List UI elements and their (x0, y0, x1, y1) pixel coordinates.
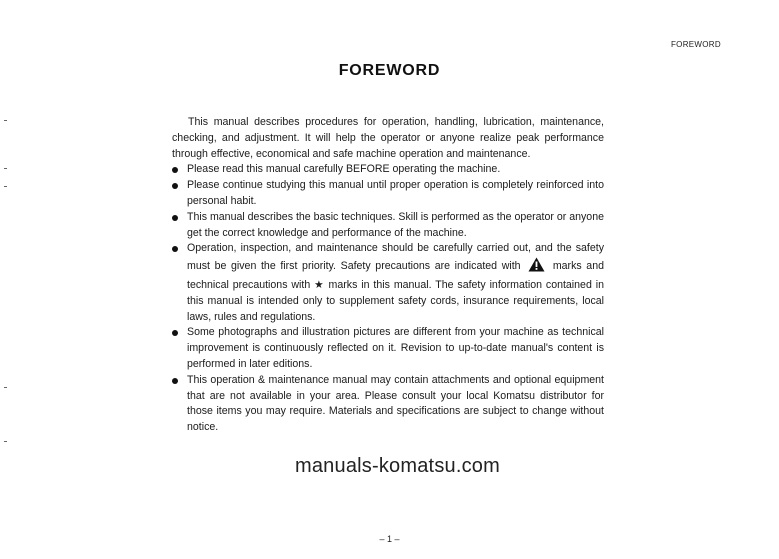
bullet-dot-icon (172, 167, 178, 173)
watermark: manuals-komatsu.com (295, 455, 500, 477)
page-title: FOREWORD (338, 62, 441, 79)
list-item-text: Please continue studying this manual until proper operation is completely reinforced into personal habit. (187, 179, 604, 207)
list-item (172, 178, 604, 210)
list-item (172, 162, 604, 178)
list-item (172, 210, 604, 242)
list-item (172, 373, 604, 436)
list-item (172, 325, 604, 372)
running-header: FOREWORD (671, 40, 721, 49)
bullet-dot-icon (172, 330, 178, 336)
margin-mark (4, 168, 7, 169)
intro-paragraph: This manual describes procedures for operation, handling, lubrication, maintenance, checking, and adjustment. It will help the operator or anyone realize peak performance through effective, economical and safe machine operation and maintenance. (172, 116, 604, 160)
bullet-dot-icon (172, 378, 178, 384)
list-item-text: This manual describes the basic techniques. Skill is performed as the operator or anyone get the correct knowledge and performance of the machine. (187, 210, 604, 239)
margin-mark (4, 120, 7, 121)
list-item-text-before: Operation, inspection, and maintenance should be carefully carried out, and the safety must be given the first priority. Safety precautions are indicated with (187, 242, 604, 273)
margin-mark (4, 441, 7, 442)
bullet-dot-icon (172, 215, 178, 221)
list-item-text-after: marks and technical precautions with ★ marks in this manual. The safety information contained in this manual is intended only to supplement safety cords, insurance requirements, local laws, rules and regulations. (187, 260, 604, 323)
page-number: – 1 – (379, 534, 400, 544)
margin-mark (4, 186, 7, 187)
list-item-text: Please read this manual carefully BEFORE operating the machine. (187, 163, 501, 176)
list-item-text: This operation & maintenance manual may contain attachments and optional equipment that are not available in your area. Please consult your local Komatsu distributor for those items you may require. Materials and specifications are subject to change without notice. (187, 373, 604, 434)
list-item-text: Some photographs and illustration pictures are different from your machine as technical improvement is continuously reflected on it. Revision to up-to-date manual's content is performed in later editions. (187, 326, 604, 370)
foreword-list (172, 162, 604, 436)
warning-triangle-icon (528, 257, 545, 278)
margin-mark (4, 387, 7, 388)
foreword-body (172, 115, 604, 436)
list-item (172, 241, 604, 325)
bullet-dot-icon (172, 183, 178, 189)
bullet-dot-icon (172, 246, 178, 252)
